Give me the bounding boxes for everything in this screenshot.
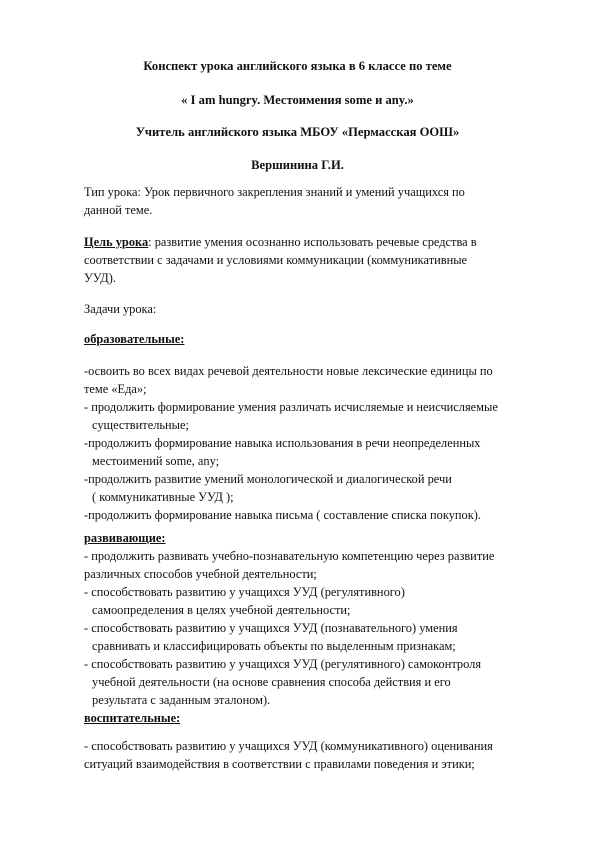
list-item: - способствовать развитию у учащихся УУД (познавательного) умения — [84, 621, 458, 635]
lesson-goal-line-2: соответствии с задачами и условиями коммуникации (коммуникативные — [84, 253, 468, 267]
developing-list — [84, 547, 554, 709]
lesson-type-paragraph — [84, 183, 554, 219]
author-name: Вершинина Г.И. — [251, 158, 344, 172]
lesson-type-line-2: данной теме. — [84, 203, 153, 217]
tasks-heading: Задачи урока: — [84, 302, 157, 316]
list-item: сравнивать и классифицировать объекты по выделенным признакам; — [92, 639, 456, 653]
document-title-line-2: « I am hungry. Местоимения some и any.» — [181, 93, 414, 107]
lesson-goal-line-3: УУД). — [84, 271, 116, 285]
educational-list — [84, 362, 554, 524]
lesson-goal-label: Цель урока — [84, 235, 149, 249]
list-item: учебной деятельности (на основе сравнения способа действия и его — [92, 675, 451, 689]
lesson-goal-paragraph — [84, 233, 554, 287]
list-item: - способствовать развитию у учащихся УУД (коммуникативного) оценивания — [84, 739, 493, 753]
list-item: - продолжить развивать учебно-познавательную компетенцию через развитие — [84, 549, 495, 563]
list-item: ситуаций взаимодействия в соответствии с правилами поведения и этики; — [84, 757, 475, 771]
developing-heading: развивающие: — [84, 531, 166, 545]
list-item: -освоить во всех видах речевой деятельности новые лексические единицы по — [84, 364, 493, 378]
list-item: различных способов учебной деятельности; — [84, 567, 317, 581]
list-item: самоопределения в целях учебной деятельности; — [92, 603, 351, 617]
lesson-type-line-1: Тип урока: Урок первичного закрепления знаний и умений учащихся по — [84, 185, 465, 199]
list-item: -продолжить формирование навыка использования в речи неопределенных — [84, 436, 481, 450]
list-item: результата с заданным эталоном). — [92, 693, 271, 707]
upbringing-list — [84, 737, 554, 773]
list-item: - продолжить формирование умения различать исчисляемые и неисчисляемые — [84, 400, 498, 414]
list-item: ( коммуникативные УУД ); — [92, 490, 234, 504]
list-item: теме «Еда»; — [84, 382, 147, 396]
lesson-goal-line-1 — [84, 233, 554, 251]
document-title-line-1: Конспект урока английского языка в 6 классе по теме — [143, 59, 452, 73]
upbringing-heading: воспитательные: — [84, 711, 181, 725]
list-item: -продолжить развитие умений монологической и диалогической речи — [84, 472, 452, 486]
list-item: местоимений some, any; — [92, 454, 220, 468]
list-item: - способствовать развитию у учащихся УУД (регулятивного) самоконтроля — [84, 657, 482, 671]
list-item: - способствовать развитию у учащихся УУД (регулятивного) — [84, 585, 405, 599]
list-item: существительные; — [92, 418, 189, 432]
educational-heading: образовательные: — [84, 332, 185, 346]
teacher-line: Учитель английского языка МБОУ «Пермасская ООШ» — [135, 125, 460, 139]
lesson-goal-line-1-text: : развитие умения осознанно использовать речевые средства в — [148, 235, 477, 249]
list-item: -продолжить формирование навыка письма ( составление списка покупок). — [84, 508, 481, 522]
